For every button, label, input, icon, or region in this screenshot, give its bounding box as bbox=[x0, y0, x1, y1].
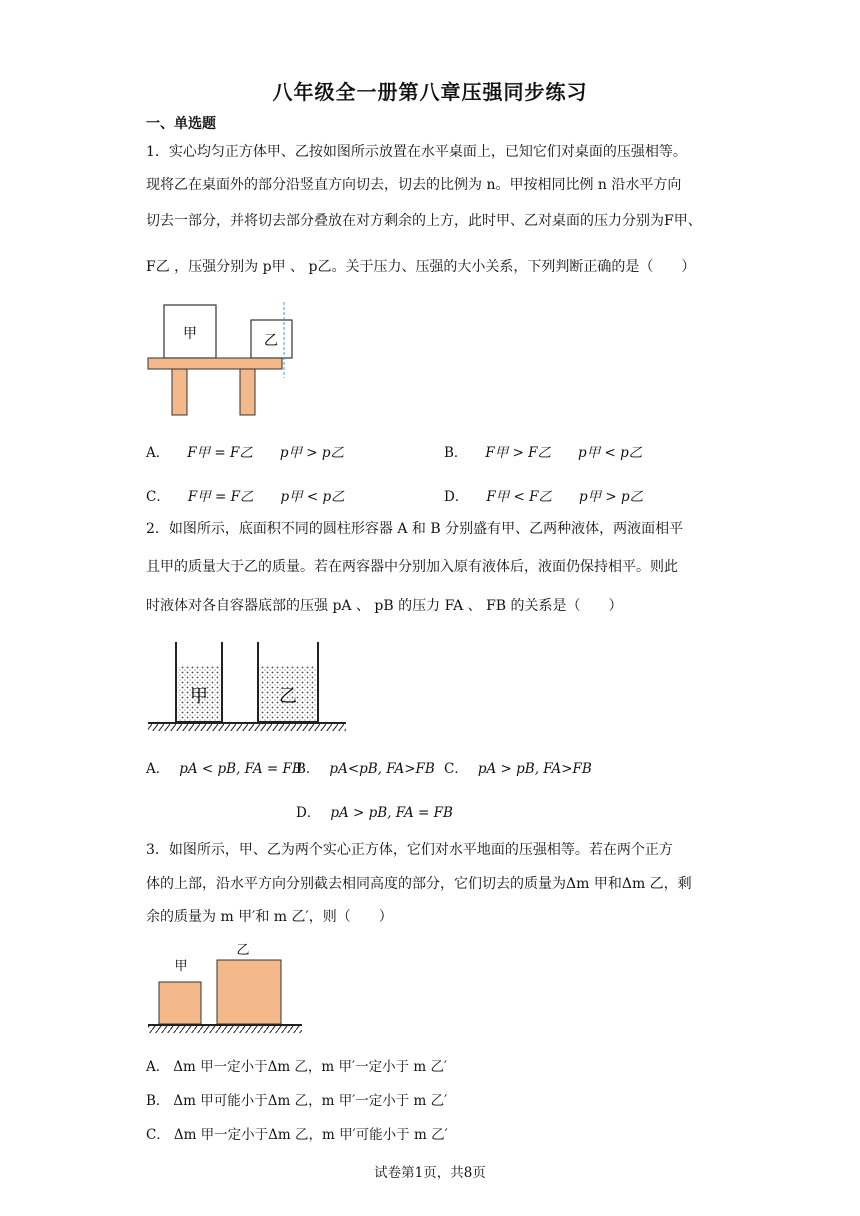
option-expr: Δm 甲一定小于Δm 乙，m 甲′可能小于 m 乙′ bbox=[173, 1127, 448, 1143]
block-yi-label: 乙 bbox=[264, 333, 278, 349]
cube-yi bbox=[217, 960, 281, 1024]
option-expr: pA<pB, FA>FB bbox=[329, 761, 435, 777]
option-expr: Δm 甲可能小于Δm 乙，m 甲′一定小于 m 乙′ bbox=[173, 1093, 448, 1109]
section-heading: 一、单选题 bbox=[146, 116, 216, 132]
q2-option-b[interactable] bbox=[296, 757, 435, 777]
q2-option-a[interactable] bbox=[146, 757, 302, 777]
option-expr: Δm 甲一定小于Δm 乙，m 甲′一定小于 m 乙′ bbox=[173, 1059, 448, 1075]
liquid-yi-label: 乙 bbox=[279, 686, 297, 707]
q1-option-b[interactable] bbox=[444, 441, 642, 461]
q3-option-a[interactable] bbox=[146, 1055, 447, 1075]
option-key: A． bbox=[146, 445, 170, 461]
page-footer: 试卷第1页，共8页 bbox=[374, 1165, 486, 1181]
option-key: B． bbox=[444, 445, 468, 461]
option-key: B． bbox=[296, 761, 320, 777]
option-expr: F甲 = F乙 p甲 > p乙 bbox=[187, 445, 345, 461]
table-leg bbox=[172, 369, 187, 415]
q1-option-c[interactable] bbox=[146, 485, 345, 505]
q3-option-b[interactable] bbox=[146, 1089, 447, 1109]
option-key: C． bbox=[146, 1127, 170, 1143]
option-expr: pA > pB, FA>FB bbox=[477, 761, 592, 777]
table-leg bbox=[240, 369, 255, 415]
q1-option-a[interactable] bbox=[146, 441, 344, 461]
option-key: C． bbox=[146, 489, 170, 505]
table-top bbox=[148, 358, 282, 369]
block-jia-label: 甲 bbox=[183, 326, 197, 342]
option-key: C． bbox=[444, 761, 468, 777]
option-key: B． bbox=[146, 1093, 170, 1109]
q1-option-d[interactable] bbox=[444, 485, 643, 505]
option-expr: F甲 = F乙 p甲 < p乙 bbox=[187, 489, 345, 505]
cube-yi-label: 乙 bbox=[236, 943, 250, 958]
q1-line: 切去一部分，并将切去部分叠放在对方剩余的上方，此时甲、乙对桌面的压力分别为F甲、 bbox=[146, 213, 702, 229]
q1-line: F乙 ，压强分别为 p甲 、 p乙。关于压力、压强的大小关系，下列判断正确的是（ ） bbox=[146, 259, 696, 275]
q2-line: 时液体对各自容器底部的压强 pA 、 pB 的压力 FA 、 FB 的关系是（ ） bbox=[146, 598, 623, 614]
cube-jia-label: 甲 bbox=[174, 959, 188, 974]
page-title: 八年级全一册第八章压强同步练习 bbox=[272, 80, 588, 104]
option-key: D． bbox=[296, 805, 321, 821]
option-key: A． bbox=[146, 1059, 170, 1075]
liquid-jia-label: 甲 bbox=[190, 686, 208, 707]
q3-figure bbox=[146, 942, 306, 1034]
q1-line: 现将乙在桌面外的部分沿竖直方向切去，切去的比例为 n。甲按相同比例 n 沿水平方向 bbox=[146, 177, 682, 193]
q1-figure bbox=[146, 300, 296, 418]
ground-hatch bbox=[148, 724, 346, 731]
q3-line: 余的质量为 m 甲′和 m 乙′，则（ ） bbox=[146, 909, 393, 925]
q3-line: 3．如图所示，甲、乙为两个实心正方体，它们对水平地面的压强相等。若在两个正方 bbox=[146, 842, 673, 858]
q3-line: 体的上部，沿水平方向分别截去相同高度的部分，它们切去的质量为Δm 甲和Δm 乙，剩 bbox=[146, 876, 692, 892]
q2-option-c[interactable] bbox=[444, 757, 592, 777]
q2-line: 且甲的质量大于乙的质量。若在两容器中分别加入原有液体后，液面仍保持相平。则此 bbox=[146, 559, 678, 575]
option-expr: pA < pB, FA = FB bbox=[179, 761, 302, 777]
q2-figure bbox=[146, 636, 348, 732]
option-expr: F甲 < F乙 p甲 > p乙 bbox=[486, 489, 644, 505]
q1-line: 1．实心均匀正方体甲、乙按如图所示放置在水平桌面上，已知它们对桌面的压强相等。 bbox=[146, 144, 687, 160]
q2-line: 2．如图所示，底面积不同的圆柱形容器 A 和 B 分别盛有甲、乙两种液体，两液面相平 bbox=[146, 521, 684, 537]
q3-option-c[interactable] bbox=[146, 1123, 448, 1143]
option-expr: F甲 > F乙 p甲 < p乙 bbox=[485, 445, 643, 461]
ground-hatch bbox=[148, 1026, 302, 1033]
option-expr: pA > pB, FA = FB bbox=[330, 805, 453, 821]
cube-jia bbox=[159, 982, 201, 1024]
option-key: A． bbox=[146, 761, 170, 777]
q2-option-d[interactable] bbox=[296, 801, 453, 821]
option-key: D． bbox=[444, 489, 469, 505]
